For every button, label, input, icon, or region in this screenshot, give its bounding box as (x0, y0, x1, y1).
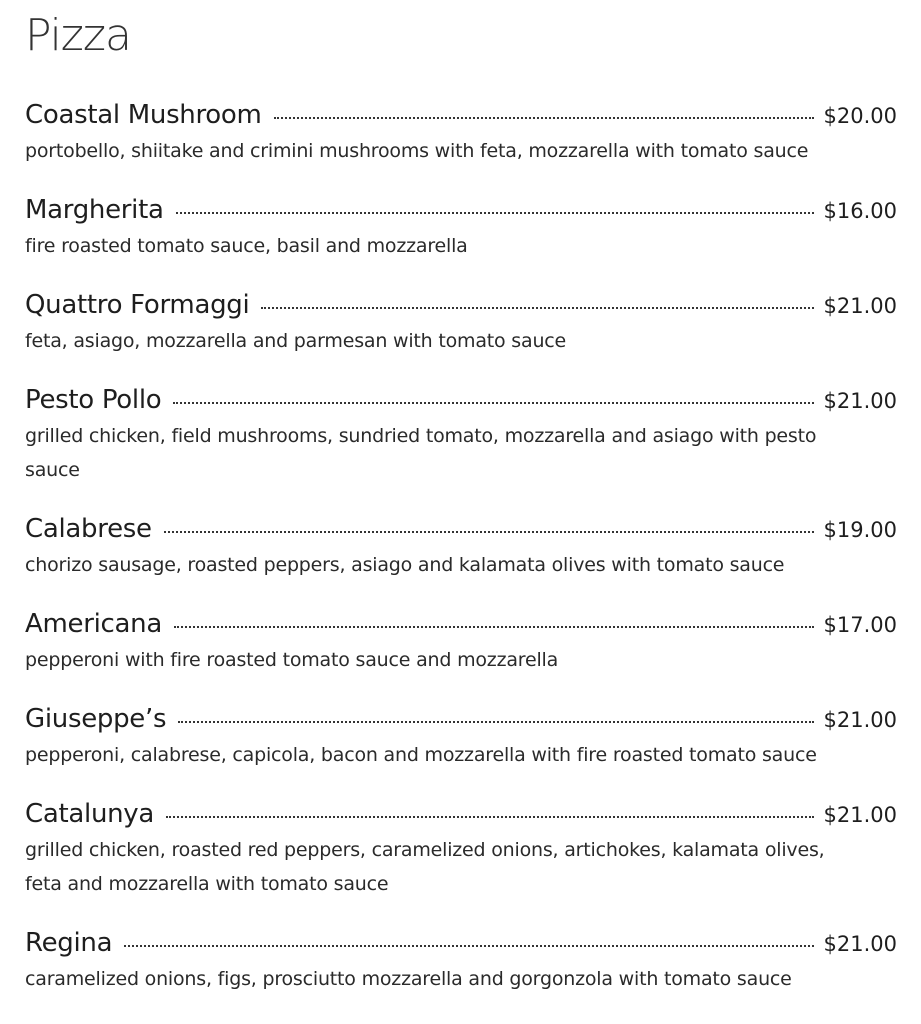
menu-item-header (25, 609, 897, 643)
dot-leader (261, 307, 813, 309)
menu-item-description: pepperoni with fire roasted tomato sauce and mozzarella (25, 649, 559, 671)
menu-item-price: $21.00 (823, 294, 897, 318)
menu-item-pesto-pollo (25, 385, 897, 487)
item-spacer (25, 582, 897, 609)
item-spacer (25, 263, 897, 290)
menu-item-description: grilled chicken, field mushrooms, sundried tomato, mozzarella and asiago with pesto sauce (25, 425, 817, 481)
dot-leader (173, 402, 813, 404)
menu-item-price: $16.00 (823, 199, 897, 223)
item-spacer (25, 772, 897, 799)
dot-leader (166, 816, 814, 818)
item-spacer (25, 901, 897, 928)
menu-item-description: chorizo sausage, roasted peppers, asiago and kalamata olives with tomato sauce (25, 554, 785, 576)
menu-item-header (25, 290, 897, 324)
dot-leader (176, 212, 814, 214)
menu-item-description: pepperoni, calabrese, capicola, bacon and mozzarella with fire roasted tomato sauce (25, 744, 817, 766)
menu-item-header (25, 195, 897, 229)
item-spacer (25, 168, 897, 195)
menu-item-description: fire roasted tomato sauce, basil and mozzarella (25, 235, 468, 257)
dot-leader (174, 626, 814, 628)
menu-item-name: Coastal Mushroom (25, 100, 262, 130)
menu-item-price: $21.00 (823, 708, 897, 732)
menu-item-description: feta, asiago, mozzarella and parmesan with tomato sauce (25, 330, 567, 352)
menu-item-header (25, 704, 897, 738)
menu-item-header (25, 928, 897, 962)
menu-item-catalunya (25, 799, 897, 901)
menu-item-name: Americana (25, 609, 162, 639)
menu-item-name: Regina (25, 928, 113, 958)
item-spacer (25, 358, 897, 385)
menu-item-name: Catalunya (25, 799, 155, 829)
menu-item-description: portobello, shiitake and crimini mushrooms with feta, mozzarella with tomato sauce (25, 140, 809, 162)
menu-item-regina (25, 928, 897, 996)
dot-leader (274, 117, 814, 119)
pizza-menu-list (25, 100, 897, 996)
menu-item-calabrese (25, 514, 897, 582)
menu-item-price: $21.00 (823, 803, 897, 827)
menu-item-description: grilled chicken, roasted red peppers, caramelized onions, artichokes, kalamata olives, feta and mozzarella with tomato sauce (25, 839, 825, 895)
menu-item-price: $19.00 (823, 518, 897, 542)
menu-item-price: $20.00 (823, 104, 897, 128)
item-spacer (25, 487, 897, 514)
menu-item-price: $17.00 (823, 613, 897, 637)
menu-item-header (25, 514, 897, 548)
section-title: Pizza (25, 10, 131, 61)
menu-item-header (25, 799, 897, 833)
menu-item-header (25, 100, 897, 134)
menu-item-price: $21.00 (823, 389, 897, 413)
item-spacer (25, 677, 897, 704)
menu-item-giuseppes (25, 704, 897, 772)
menu-item-description: caramelized onions, figs, prosciutto mozzarella and gorgonzola with tomato sauce (25, 968, 792, 990)
menu-item-name: Calabrese (25, 514, 152, 544)
menu-item-name: Pesto Pollo (25, 385, 162, 415)
menu-item-header (25, 385, 897, 419)
menu-item-coastal-mushroom (25, 100, 897, 168)
dot-leader (164, 531, 814, 533)
menu-item-name: Giuseppe’s (25, 704, 167, 734)
menu-item-name: Margherita (25, 195, 164, 225)
menu-item-price: $21.00 (823, 932, 897, 956)
menu-item-americana (25, 609, 897, 677)
menu-item-quattro-formaggi (25, 290, 897, 358)
menu-item-margherita (25, 195, 897, 263)
dot-leader (178, 721, 813, 723)
dot-leader (124, 945, 813, 947)
menu-item-name: Quattro Formaggi (25, 290, 250, 320)
